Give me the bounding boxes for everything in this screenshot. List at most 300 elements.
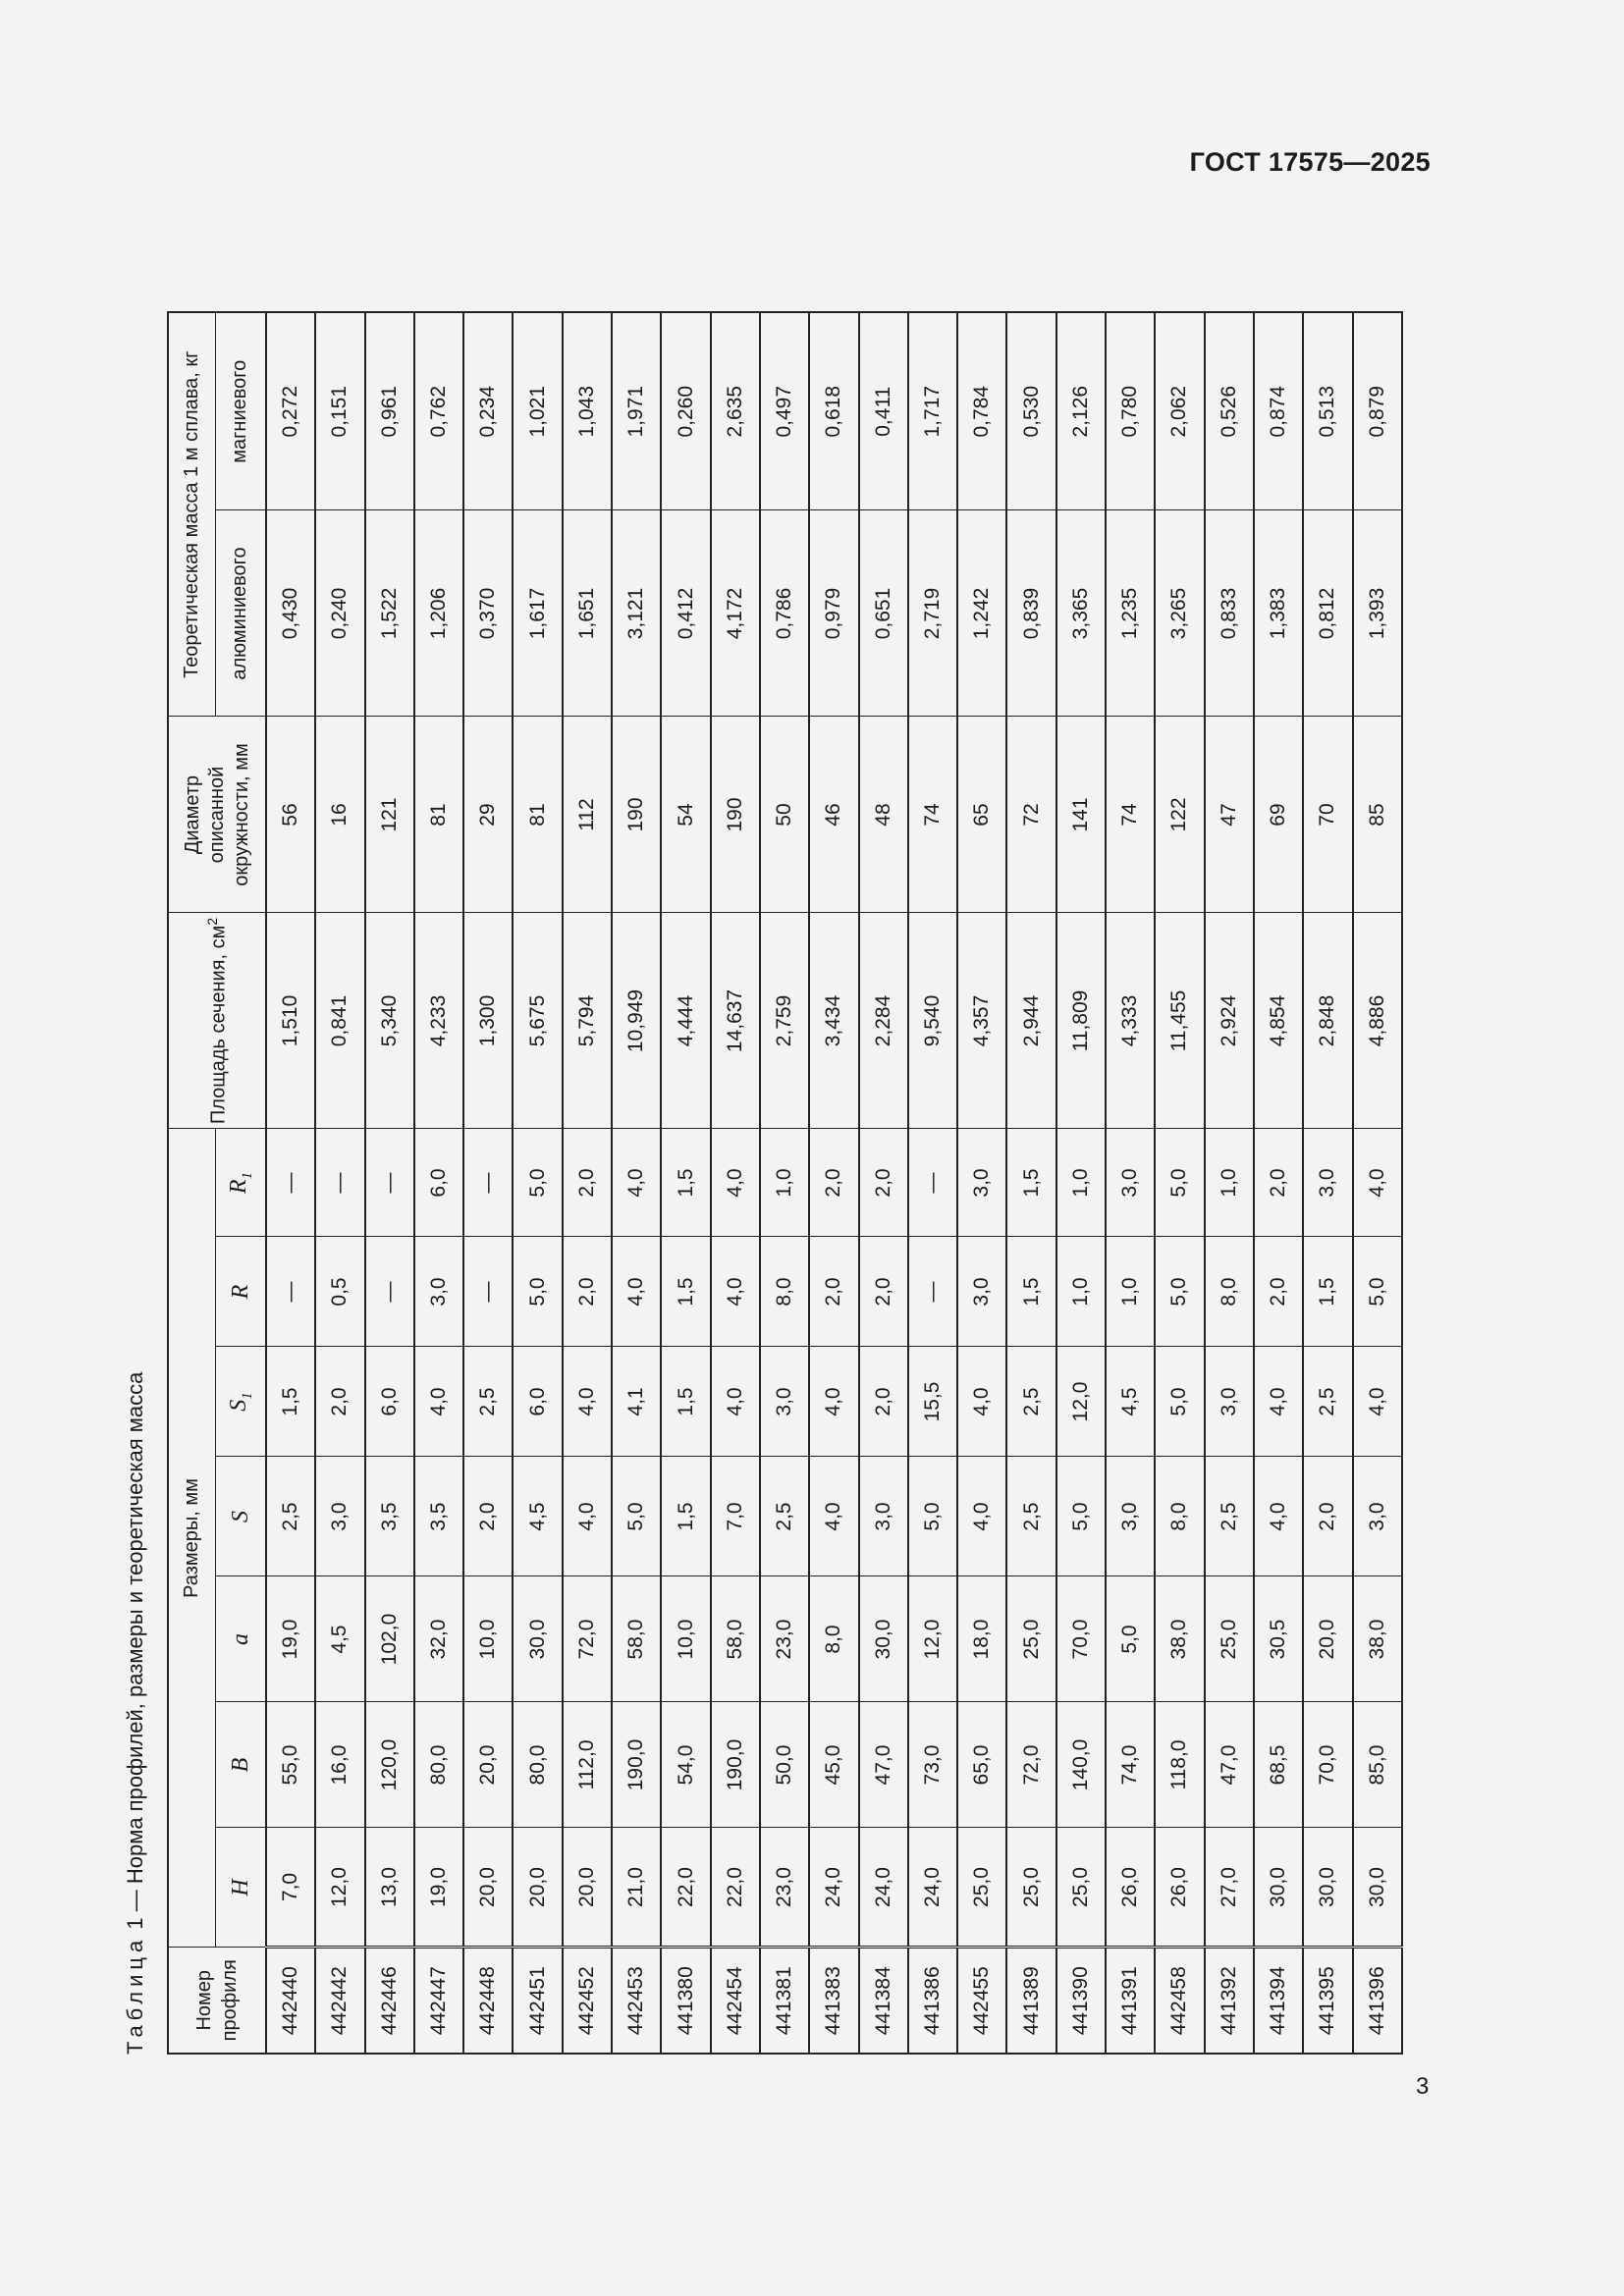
table-cell: 32,0 [414,1576,463,1702]
table-cell: 1,5 [1006,1237,1056,1347]
table-cell: 22,0 [711,1828,760,1948]
table-cell: 112,0 [563,1702,612,1828]
table-cell: 442454 [711,1948,760,2054]
table-cell: 1,0 [1205,1129,1254,1237]
table-cell: 2,5 [1006,1347,1056,1457]
table-cell: 1,043 [563,312,612,510]
table-cell: 4,0 [1254,1347,1303,1457]
table-cell: 1,0 [760,1129,809,1237]
header-R1: $R_1$ [215,1129,266,1237]
table-cell: 4,0 [711,1129,760,1237]
table-cell: 1,206 [414,510,463,717]
table-cell: — [315,1129,364,1237]
table-cell: 30,0 [859,1576,908,1702]
table-cell: 441390 [1056,1948,1106,2054]
table-cell: 141 [1056,717,1106,913]
table-cell: — [365,1237,414,1347]
table-cell: — [908,1237,957,1347]
table-cell: 1,5 [1006,1129,1056,1237]
table-cell: 1,0 [1106,1237,1155,1347]
table-row [563,312,612,2054]
table-row [1155,312,1204,2054]
table-cell: 441384 [859,1948,908,2054]
table-cell: 441383 [809,1948,858,2054]
table-cell: 442455 [957,1948,1006,2054]
table-cell: 140,0 [1056,1702,1106,1828]
table-cell: 122 [1155,717,1204,913]
header-magnesium: магниевого [215,312,266,510]
table-cell: 3,0 [414,1237,463,1347]
table-cell: 121 [365,717,414,913]
table-cell: 0,370 [463,510,513,717]
table-cell: 10,0 [463,1576,513,1702]
table-cell: 0,618 [809,312,858,510]
table-row [414,312,463,2054]
table-cell: 46 [809,717,858,913]
table-row [1106,312,1155,2054]
table-cell: 7,0 [711,1457,760,1576]
table-cell: 0,762 [414,312,463,510]
table-cell: 4,0 [1353,1129,1402,1237]
table-cell: 3,121 [612,510,661,717]
table-cell: 0,874 [1254,312,1303,510]
header-profile-number: Номер профиля [168,1948,266,2054]
table-cell: 4,854 [1254,913,1303,1129]
table-cell: 3,0 [957,1237,1006,1347]
table-cell: 4,357 [957,913,1006,1129]
profiles-table [167,311,1403,2055]
table-cell: 4,0 [957,1457,1006,1576]
table-cell: 38,0 [1353,1576,1402,1702]
table-row [809,312,858,2054]
table-cell: 70,0 [1056,1576,1106,1702]
table-cell: 1,5 [1303,1237,1352,1347]
table-cell: — [266,1237,315,1347]
table-cell: 19,0 [266,1576,315,1702]
table-cell: 3,0 [1303,1129,1352,1237]
table-cell: 2,635 [711,312,760,510]
table-cell: 0,412 [661,510,710,717]
table-row [1254,312,1303,2054]
table-row [760,312,809,2054]
table-cell: 47,0 [859,1702,908,1828]
table-cell: 0,526 [1205,312,1254,510]
table-cell: 2,5 [760,1457,809,1576]
table-cell: 4,5 [315,1576,364,1702]
table-cell: 1,0 [1056,1237,1106,1347]
table-caption [108,1372,163,2055]
table-cell: 3,265 [1155,510,1204,717]
table-cell: 2,0 [859,1347,908,1457]
table-cell: 0,780 [1106,312,1155,510]
header-B: B [215,1702,266,1828]
table-cell: 5,0 [513,1237,562,1347]
table-cell: 11,455 [1155,913,1204,1129]
table-cell: 2,0 [1254,1129,1303,1237]
table-cell: 2,0 [563,1237,612,1347]
table-cell: 1,383 [1254,510,1303,717]
table-cell: 4,0 [1254,1457,1303,1576]
table-cell: 0,513 [1303,312,1352,510]
table-cell: 18,0 [957,1576,1006,1702]
table-cell: 23,0 [760,1828,809,1948]
table-cell: 72,0 [1006,1702,1056,1828]
table-cell: 1,617 [513,510,562,717]
table-cell: 1,651 [563,510,612,717]
table-cell: 20,0 [463,1702,513,1828]
table-cell: 72,0 [563,1576,612,1702]
header-S1: $S_1$ [215,1347,266,1457]
table-cell: — [463,1129,513,1237]
header-dimensions-group: Размеры, мм [168,1129,215,1948]
table-cell: 3,5 [414,1457,463,1576]
table-cell: 81 [414,717,463,913]
table-cell: 30,0 [1254,1828,1303,1948]
table-cell: 3,0 [1106,1457,1155,1576]
table-cell: 5,675 [513,913,562,1129]
table-cell: 442447 [414,1948,463,2054]
table-row [365,312,414,2054]
header-mass-group: Теоретическая масса 1 м сплава, кг [168,312,215,717]
table-cell: 30,0 [1353,1828,1402,1948]
table-cell: 56 [266,717,315,913]
table-cell: 441394 [1254,1948,1303,2054]
table-cell: 2,924 [1205,913,1254,1129]
table-row [957,312,1006,2054]
table-cell: 13,0 [365,1828,414,1948]
table-cell: 2,5 [1205,1457,1254,1576]
table-cell: 4,0 [711,1237,760,1347]
table-cell: 0,272 [266,312,315,510]
table-cell: 0,833 [1205,510,1254,717]
table-cell: — [266,1129,315,1237]
table-cell: 6,0 [414,1129,463,1237]
table-cell: 23,0 [760,1576,809,1702]
table-cell: 80,0 [513,1702,562,1828]
table-cell: 4,0 [809,1347,858,1457]
table-cell: 0,411 [859,312,908,510]
table-cell: 1,522 [365,510,414,717]
table-cell: 441391 [1106,1948,1155,2054]
table-cell: 73,0 [908,1702,957,1828]
table-cell: 441395 [1303,1948,1352,2054]
table-cell: 5,0 [1353,1237,1402,1347]
table-cell: 5,0 [1056,1457,1106,1576]
table-cell: 2,284 [859,913,908,1129]
table-cell: 50 [760,717,809,913]
table-cell: 6,0 [513,1347,562,1457]
table-cell: 21,0 [612,1828,661,1948]
table-cell: 3,0 [957,1129,1006,1237]
table-cell: 4,5 [1106,1347,1155,1457]
table-cell: 5,0 [908,1457,957,1576]
rotated-table-block [108,229,1399,2055]
table-cell: 68,5 [1254,1702,1303,1828]
table-cell: 5,0 [612,1457,661,1576]
table-cell: 4,233 [414,913,463,1129]
table-cell: 74 [908,717,957,913]
table-cell: 441381 [760,1948,809,2054]
table-cell: 24,0 [859,1828,908,1948]
table-cell: 9,540 [908,913,957,1129]
table-cell: 2,5 [1006,1457,1056,1576]
table-cell: 10,0 [661,1576,710,1702]
table-cell: 74 [1106,717,1155,913]
table-cell: 0,151 [315,312,364,510]
table-cell: 55,0 [266,1702,315,1828]
table-cell: 12,0 [315,1828,364,1948]
table-cell: 1,021 [513,312,562,510]
header-a: a [215,1576,266,1702]
page-number: 3 [1416,2073,1430,2100]
table-cell: 2,126 [1056,312,1106,510]
table-cell: 11,809 [1056,913,1106,1129]
table-cell: 0,979 [809,510,858,717]
table-cell: 14,637 [711,913,760,1129]
table-cell: 4,0 [612,1129,661,1237]
table-row [1056,312,1106,2054]
table-cell: 3,434 [809,913,858,1129]
table-cell: 8,0 [1205,1237,1254,1347]
table-cell: 1,971 [612,312,661,510]
table-cell: 4,333 [1106,913,1155,1129]
table-cell: 3,0 [315,1457,364,1576]
table-cell: 7,0 [266,1828,315,1948]
table-cell: 4,5 [513,1457,562,1576]
table-cell: — [908,1129,957,1237]
table-cell: 3,5 [365,1457,414,1576]
table-cell: 2,0 [563,1129,612,1237]
table-cell: 3,0 [859,1457,908,1576]
table-caption-label: Таблица [123,1935,147,2055]
table-cell: 0,961 [365,312,414,510]
table-cell: 20,0 [563,1828,612,1948]
table-cell: 2,944 [1006,913,1056,1129]
table-row [513,312,562,2054]
table-cell: 2,0 [1303,1457,1352,1576]
table-cell: 3,365 [1056,510,1106,717]
table-cell: 2,062 [1155,312,1204,510]
table-cell: 441380 [661,1948,710,2054]
table-cell: 4,0 [563,1457,612,1576]
table-cell: 54,0 [661,1702,710,1828]
table-cell: 4,0 [612,1237,661,1347]
table-cell: 2,5 [463,1347,513,1457]
table-row [315,312,364,2054]
table-cell: 47,0 [1205,1702,1254,1828]
table-cell: 1,0 [1056,1129,1106,1237]
table-cell: 4,0 [711,1347,760,1457]
table-cell: 442446 [365,1948,414,2054]
table-cell: 3,0 [1205,1347,1254,1457]
table-cell: 5,0 [1155,1237,1204,1347]
table-cell: — [463,1237,513,1347]
table-cell: 190,0 [711,1702,760,1828]
profiles-table-body [266,312,1402,2054]
table-cell: 29 [463,717,513,913]
table-row [908,312,957,2054]
table-cell: 0,240 [315,510,364,717]
table-cell: 0,430 [266,510,315,717]
table-cell: 190 [711,717,760,913]
table-cell: 26,0 [1155,1828,1204,1948]
table-cell: 25,0 [957,1828,1006,1948]
table-cell: 0,530 [1006,312,1056,510]
table-cell: 4,0 [1353,1347,1402,1457]
table-cell: 5,794 [563,913,612,1129]
table-cell: 2,5 [1303,1347,1352,1457]
table-row [1205,312,1254,2054]
table-cell: 4,0 [414,1347,463,1457]
table-row [1303,312,1352,2054]
table-cell: 24,0 [809,1828,858,1948]
table-cell: 2,759 [760,913,809,1129]
table-cell: 20,0 [463,1828,513,1948]
table-cell: 16 [315,717,364,913]
table-cell: 4,172 [711,510,760,717]
table-cell: 4,0 [809,1457,858,1576]
table-cell: 25,0 [1056,1828,1106,1948]
table-cell: 102,0 [365,1576,414,1702]
table-cell: 442452 [563,1948,612,2054]
table-cell: 2,848 [1303,913,1352,1129]
table-cell: 120,0 [365,1702,414,1828]
table-cell: 30,5 [1254,1576,1303,1702]
table-cell: 12,0 [1056,1347,1106,1457]
table-cell: 0,651 [859,510,908,717]
table-cell: 4,0 [957,1347,1006,1457]
table-cell: 442453 [612,1948,661,2054]
table-cell: 27,0 [1205,1828,1254,1948]
table-cell: 50,0 [760,1702,809,1828]
table-cell: 2,719 [908,510,957,717]
table-cell: 0,5 [315,1237,364,1347]
table-cell: 8,0 [809,1576,858,1702]
table-row [859,312,908,2054]
table-cell: 58,0 [711,1576,760,1702]
table-cell: 2,0 [463,1457,513,1576]
table-row [1353,312,1402,2054]
table-cell: 4,0 [563,1347,612,1457]
table-cell: 2,0 [315,1347,364,1457]
table-cell: 3,0 [1106,1129,1155,1237]
table-row [463,312,513,2054]
table-cell: 1,5 [661,1457,710,1576]
table-cell: 19,0 [414,1828,463,1948]
table-cell: 4,886 [1353,913,1402,1129]
table-cell: 8,0 [760,1237,809,1347]
table-cell: — [365,1129,414,1237]
table-cell: 1,5 [266,1347,315,1457]
table-cell: 1,235 [1106,510,1155,717]
table-cell: 1,300 [463,913,513,1129]
table-cell: 20,0 [513,1828,562,1948]
header-aluminium: алюминиевого [215,510,266,717]
table-cell: 25,0 [1006,1828,1056,1948]
table-cell: 2,0 [1254,1237,1303,1347]
table-cell: 25,0 [1006,1576,1056,1702]
table-cell: 0,812 [1303,510,1352,717]
table-cell: 81 [513,717,562,913]
header-diameter: Диаметр описанной окружности, мм [168,717,266,913]
table-cell: 4,1 [612,1347,661,1457]
table-cell: 30,0 [513,1576,562,1702]
table-cell: 2,0 [809,1129,858,1237]
table-cell: 69 [1254,717,1303,913]
table-cell: 15,5 [908,1347,957,1457]
table-cell: 442442 [315,1948,364,2054]
header-S: S [215,1457,266,1576]
table-cell: 12,0 [908,1576,957,1702]
table-cell: 1,5 [661,1237,710,1347]
table-cell: 3,0 [760,1347,809,1457]
table-cell: 26,0 [1106,1828,1155,1948]
table-cell: 190 [612,717,661,913]
table-cell: 16,0 [315,1702,364,1828]
document-code-header: ГОСТ 17575—2025 [1189,147,1431,177]
table-row [711,312,760,2054]
table-cell: 2,0 [859,1129,908,1237]
table-cell: 442440 [266,1948,315,2054]
header-area: Площадь сечения, $см^2$ [168,913,266,1129]
table-cell: 5,0 [513,1129,562,1237]
table-cell: 85 [1353,717,1402,913]
table-cell: 0,879 [1353,312,1402,510]
table-row [1006,312,1056,2054]
header-R: R [215,1237,266,1347]
table-cell: 112 [563,717,612,913]
table-cell: 441396 [1353,1948,1402,2054]
table-cell: 72 [1006,717,1056,913]
table-cell: 0,786 [760,510,809,717]
table-cell: 25,0 [1205,1576,1254,1702]
table-cell: 0,839 [1006,510,1056,717]
table-cell: 190,0 [612,1702,661,1828]
table-cell: 58,0 [612,1576,661,1702]
table-cell: 1,717 [908,312,957,510]
table-row [661,312,710,2054]
table-caption-text: 1 — Норма профилей, размеры и теоретическая масса [123,1371,147,1936]
table-cell: 0,234 [463,312,513,510]
table-cell: 0,260 [661,312,710,510]
table-cell: 441386 [908,1948,957,2054]
table-cell: 65,0 [957,1702,1006,1828]
table-cell: 6,0 [365,1347,414,1457]
table-cell: 2,0 [809,1237,858,1347]
table-cell: 441389 [1006,1948,1056,2054]
table-cell: 70 [1303,717,1352,913]
table-cell: 20,0 [1303,1576,1352,1702]
table-cell: 1,242 [957,510,1006,717]
table-cell: 70,0 [1303,1702,1352,1828]
table-cell: 5,0 [1155,1347,1204,1457]
table-cell: 1,5 [661,1347,710,1457]
table-cell: 2,5 [266,1457,315,1576]
table-cell: 5,340 [365,913,414,1129]
table-cell: 85,0 [1353,1702,1402,1828]
table-cell: 0,841 [315,913,364,1129]
table-cell: 30,0 [1303,1828,1352,1948]
table-cell: 38,0 [1155,1576,1204,1702]
table-cell: 442448 [463,1948,513,2054]
table-cell: 10,949 [612,913,661,1129]
table-cell: 22,0 [661,1828,710,1948]
table-cell: 24,0 [908,1828,957,1948]
table-cell: 47 [1205,717,1254,913]
table-cell: 54 [661,717,710,913]
table-cell: 0,497 [760,312,809,510]
table-cell: 5,0 [1155,1129,1204,1237]
